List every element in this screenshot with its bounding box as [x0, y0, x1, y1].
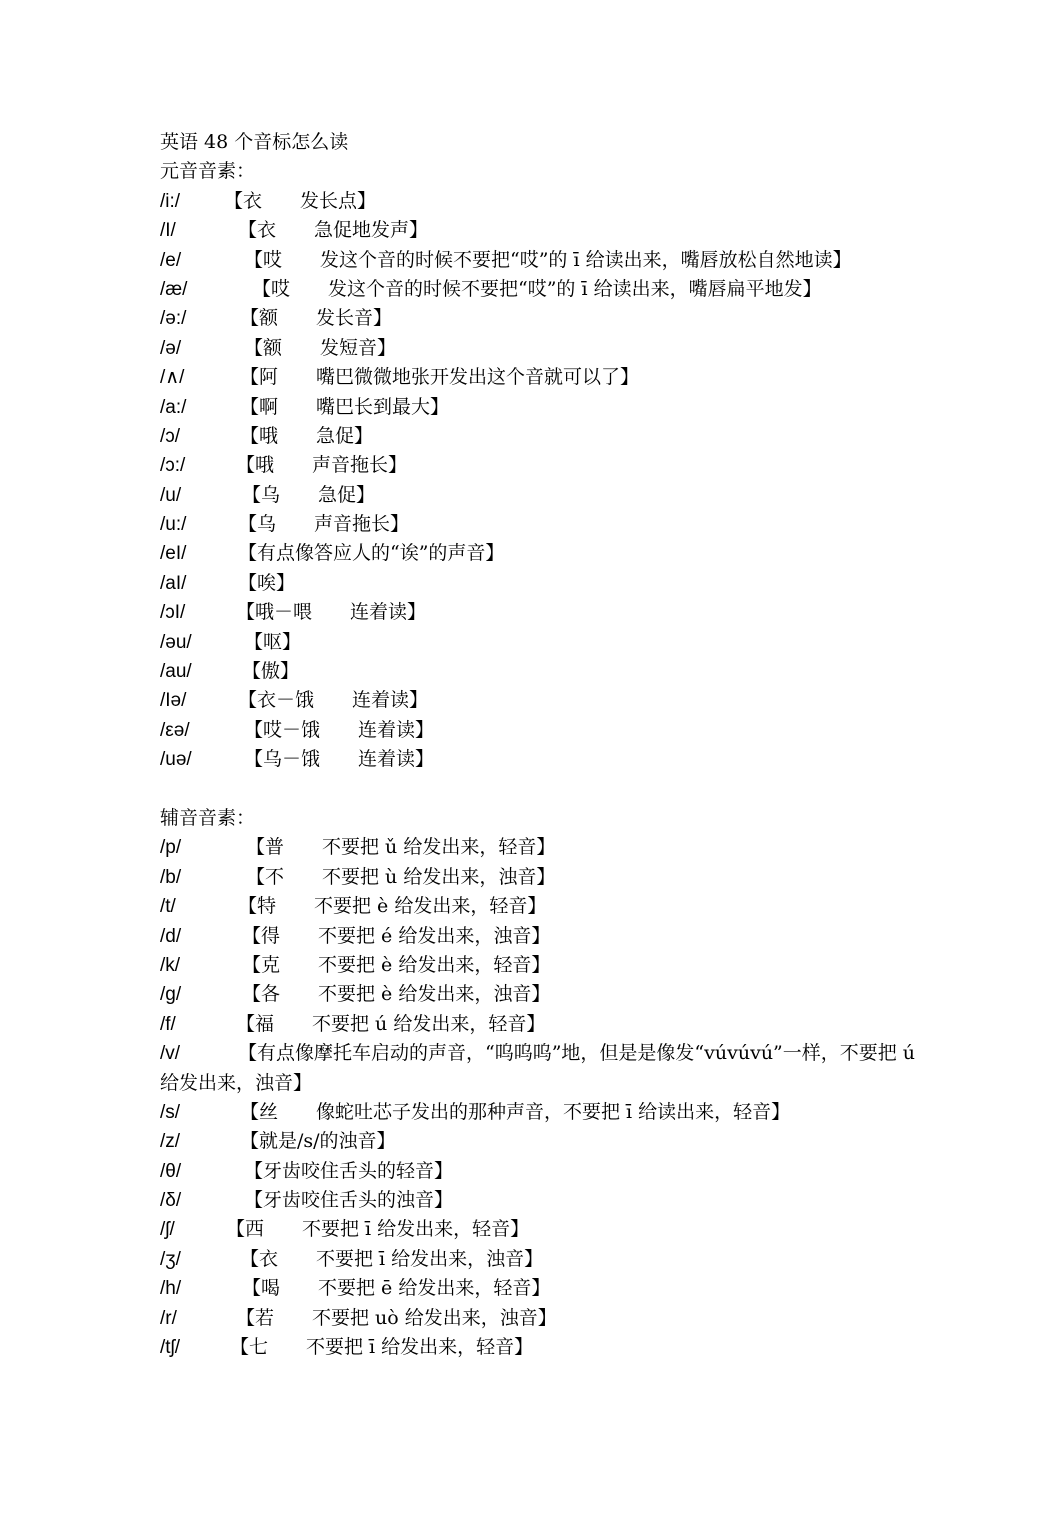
vowel-row: [160, 745, 920, 774]
consonant-row: [160, 1098, 920, 1127]
vowel-row: [160, 334, 920, 363]
vowel-symbol: /eI/: [160, 543, 187, 565]
vowel-description: 【哦－喂 连着读】: [236, 601, 427, 624]
vowel-symbol: /ɔI/: [160, 602, 186, 624]
consonant-description: 【克 不要把 è 给发出来，轻音】: [242, 953, 551, 976]
vowel-description: 【额 发长音】: [240, 307, 393, 330]
vowel-description: 【唉】: [238, 571, 296, 594]
consonant-description: 【喝 不要把 ē 给发出来，轻音】: [242, 1277, 551, 1300]
consonant-row: [160, 1127, 920, 1156]
vowel-row: [160, 716, 920, 745]
consonant-description: 【若 不要把 uò 给发出来，浊音】: [236, 1306, 557, 1329]
vowel-description: 【呕】: [244, 630, 302, 653]
consonant-symbol: /θ/: [160, 1160, 182, 1182]
consonant-symbol: /δ/: [160, 1190, 182, 1212]
vowel-symbol: /au/: [160, 661, 192, 683]
consonant-symbol: /t/: [160, 896, 176, 918]
vowel-description: 【衣 发长点】: [224, 189, 377, 212]
consonant-row: [160, 833, 920, 862]
vowel-description: 【额 发短音】: [244, 336, 397, 359]
consonant-description: 【福 不要把 ú 给发出来，轻音】: [236, 1012, 546, 1035]
consonant-row: [160, 892, 920, 921]
consonant-description: 【七 不要把 ī 给发出来，轻音】: [230, 1336, 534, 1359]
vowel-description: 【有点像答应人的“诶”的声音】: [238, 542, 505, 565]
consonant-row: [160, 1039, 920, 1098]
vowel-description: 【哎 发这个音的时候不要把“哎”的 ī 给读出来，嘴唇扁平地发】: [252, 277, 822, 300]
consonant-row: [160, 1215, 920, 1244]
consonant-row: [160, 863, 920, 892]
consonant-description: 【特 不要把 è 给发出来，轻音】: [238, 895, 547, 918]
document-content: [160, 128, 920, 1362]
vowel-symbol: /Iə/: [160, 690, 187, 712]
vowel-list: [160, 187, 920, 775]
vowel-description: 【阿 嘴巴微微地张开发出这个音就可以了】: [240, 366, 640, 389]
vowel-description: 【乌 声音拖长】: [238, 513, 410, 536]
consonant-symbol: /s/: [160, 1101, 181, 1123]
consonants-heading: 辅音音素：: [160, 806, 256, 829]
consonant-symbol: /ʒ/: [160, 1248, 181, 1270]
consonant-description: 【普 不要把 ǔ 给发出来，轻音】: [246, 836, 556, 859]
consonant-row: [160, 1010, 920, 1039]
vowel-symbol: /I/: [160, 220, 176, 242]
consonant-list: [160, 833, 920, 1362]
vowel-symbol: /ɔ:/: [160, 455, 186, 477]
vowel-row: [160, 481, 920, 510]
consonant-description: 【就是/s/的浊音】: [240, 1130, 396, 1153]
consonant-row: [160, 1186, 920, 1215]
vowel-symbol: /e/: [160, 249, 182, 271]
consonant-description: 【不 不要把 ù 给发出来，浊音】: [246, 865, 556, 888]
vowel-symbol: /æ/: [160, 278, 188, 300]
vowel-row: [160, 275, 920, 304]
consonant-symbol: /d/: [160, 925, 182, 947]
vowel-symbol: /aI/: [160, 572, 187, 594]
vowel-row: [160, 657, 920, 686]
vowel-row: [160, 510, 920, 539]
vowel-row: [160, 628, 920, 657]
vowels-heading: 元音音素：: [160, 160, 256, 183]
vowel-symbol: /ɔ/: [160, 425, 181, 447]
consonant-row: [160, 980, 920, 1009]
document-title: 英语 48 个音标怎么读: [160, 131, 349, 153]
vowel-description: 【哎－饿 连着读】: [244, 718, 435, 741]
consonant-symbol: /tʃ/: [160, 1337, 181, 1359]
vowel-row: [160, 304, 920, 333]
consonant-row: [160, 1304, 920, 1333]
consonant-row: [160, 951, 920, 980]
consonant-symbol: /b/: [160, 866, 182, 888]
consonant-description: 【牙齿咬住舌头的浊音】: [244, 1189, 454, 1212]
consonant-row: [160, 922, 920, 951]
vowel-symbol: /εə/: [160, 719, 190, 741]
consonant-description: 【衣 不要把 ī 给发出来，浊音】: [240, 1247, 544, 1270]
vowel-description: 【哦 急促】: [240, 424, 374, 447]
vowel-symbol: /u:/: [160, 514, 187, 536]
consonant-row: [160, 1333, 920, 1362]
consonant-symbol: /f/: [160, 1013, 176, 1035]
vowel-description: 【傲】: [242, 660, 300, 683]
vowel-description: 【衣－饿 连着读】: [238, 689, 429, 712]
consonant-symbol: /r/: [160, 1307, 177, 1329]
consonant-description: 【西 不要把 ī 给发出来，轻音】: [226, 1218, 530, 1241]
consonant-symbol: /v/: [160, 1043, 181, 1065]
vowel-row: [160, 393, 920, 422]
vowel-description: 【乌－饿 连着读】: [244, 748, 435, 771]
vowel-row: [160, 598, 920, 627]
vowel-description: 【乌 急促】: [242, 483, 376, 506]
consonant-symbol: /k/: [160, 954, 181, 976]
vowel-row: [160, 451, 920, 480]
consonant-description: 【牙齿咬住舌头的轻音】: [244, 1159, 454, 1182]
vowel-symbol: /∧/: [160, 367, 185, 389]
consonant-description: 【有点像摩托车启动的声音，“呜呜呜”地，但是是像发“vúvúvú”一样，不要把 ú 给发出来，浊音】: [160, 1042, 916, 1094]
vowel-row: [160, 363, 920, 392]
vowel-description: 【啊 嘴巴长到最大】: [240, 395, 450, 418]
vowel-row: [160, 539, 920, 568]
vowel-row: [160, 569, 920, 598]
consonant-row: [160, 1274, 920, 1303]
consonant-symbol: /p/: [160, 837, 182, 859]
vowel-row: [160, 422, 920, 451]
consonant-symbol: /h/: [160, 1278, 182, 1300]
vowel-row: [160, 686, 920, 715]
section-gap: [160, 775, 920, 804]
consonant-row: [160, 1245, 920, 1274]
consonant-row: [160, 1157, 920, 1186]
vowel-symbol: /uə/: [160, 749, 192, 771]
vowel-description: 【哎 发这个音的时候不要把“哎”的 ī 给读出来，嘴唇放松自然地读】: [244, 248, 852, 271]
vowel-symbol: /ə/: [160, 337, 182, 359]
vowel-symbol: /u/: [160, 484, 182, 506]
vowel-row: [160, 216, 920, 245]
vowel-description: 【哦 声音拖长】: [236, 454, 408, 477]
vowel-description: 【衣 急促地发声】: [238, 219, 429, 242]
vowel-symbol: /əu/: [160, 631, 192, 653]
consonant-description: 【得 不要把 é 给发出来，浊音】: [242, 924, 551, 947]
vowel-row: [160, 246, 920, 275]
vowel-symbol: /a:/: [160, 396, 187, 418]
consonant-description: 【丝 像蛇吐芯子发出的那种声音，不要把 ī 给读出来，轻音】: [240, 1100, 791, 1123]
consonant-symbol: /ʃ/: [160, 1219, 175, 1241]
vowel-symbol: /ə:/: [160, 308, 187, 330]
consonant-symbol: /z/: [160, 1131, 181, 1153]
vowel-row: [160, 187, 920, 216]
consonant-symbol: /g/: [160, 984, 182, 1006]
consonant-description: 【各 不要把 è 给发出来，浊音】: [242, 983, 551, 1006]
vowel-symbol: /i:/: [160, 190, 181, 212]
